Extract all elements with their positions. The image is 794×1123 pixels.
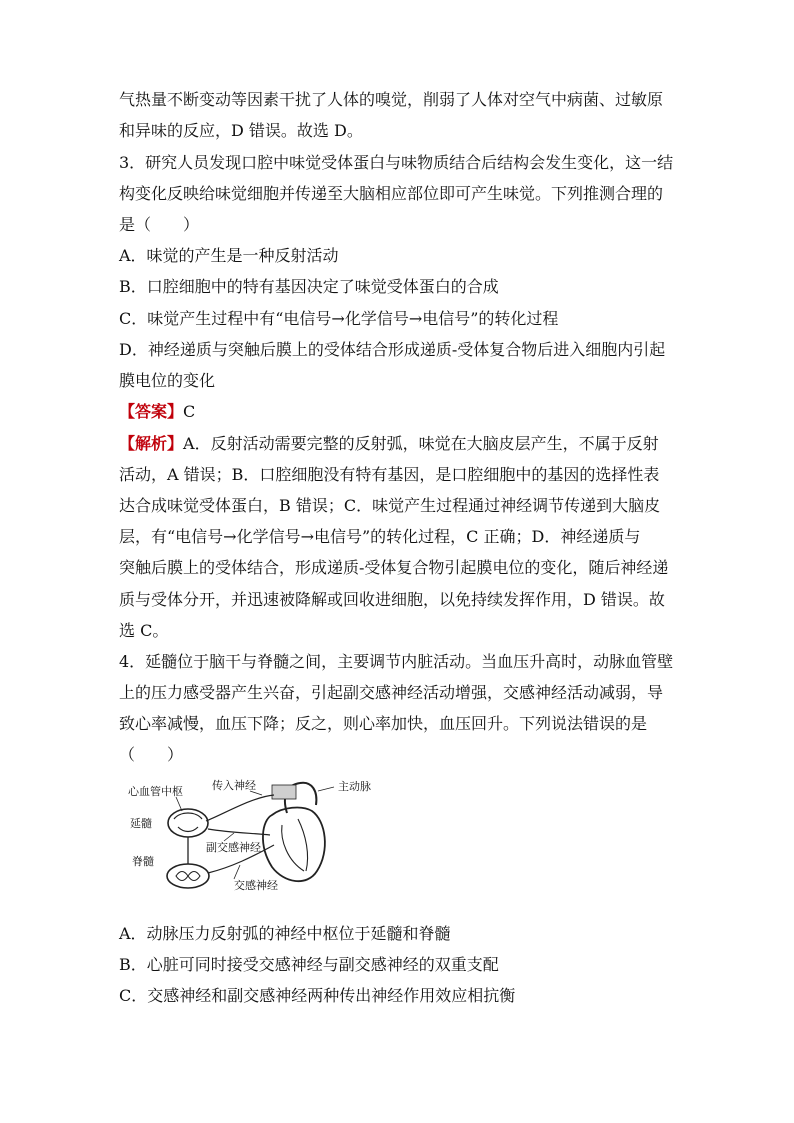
q3-explanation-line-7: 选 C。 bbox=[119, 621, 169, 640]
q4-option-c: C．交感神经和副交感神经两种传出神经作用效应相抗衡 bbox=[119, 986, 516, 1005]
baroreceptor-shape bbox=[272, 785, 296, 799]
q3-option-b: B．口腔细胞中的特有基因决定了味觉受体蛋白的合成 bbox=[119, 277, 499, 296]
answer-value: C bbox=[183, 402, 196, 421]
q3-explanation-line-1 bbox=[119, 434, 679, 454]
q3-explanation-line-5: 突触后膜上的受体结合，形成递质-受体复合物引起膜电位的变化，随后神经递 bbox=[119, 558, 669, 577]
q4-stem-line-4: （ ） bbox=[119, 745, 184, 764]
q3-stem-line-3: 是（ ） bbox=[119, 215, 200, 234]
label-afferent-nerve: 传入神经 bbox=[212, 779, 256, 792]
q3-option-d-line-1: D．神经递质与突触后膜上的受体结合形成递质-受体复合物后进入细胞内引起 bbox=[119, 340, 666, 359]
explanation-text: A．反射活动需要完整的反射弧，味觉在大脑皮层产生，不属于反射 bbox=[183, 434, 659, 453]
q4-stem-line-2: 上的压力感受器产生兴奋，引起副交感神经活动增强，交感神经活动减弱，导 bbox=[119, 683, 664, 702]
q3-explanation-line-4: 层，有“电信号→化学信号→电信号”的转化过程，C 正确；D．神经递质与 bbox=[119, 527, 641, 546]
prev-explanation-line-2: 和异味的反应，D 错误。故选 D。 bbox=[119, 121, 363, 140]
q3-explanation-line-6: 质与受体分开，并迅速被降解或回收进细胞，以免持续发挥作用，D 错误。故 bbox=[119, 590, 665, 609]
explanation-tag: 【解析】 bbox=[119, 434, 184, 453]
q3-option-a: A．味觉的产生是一种反射活动 bbox=[119, 246, 339, 265]
label-parasympathetic: 副交感神经 bbox=[206, 841, 261, 854]
q4-option-b: B．心脏可同时接受交感神经与副交感神经的双重支配 bbox=[119, 955, 499, 974]
label-medulla: 延髓 bbox=[130, 817, 152, 830]
label-aorta: 主动脉 bbox=[338, 780, 371, 793]
q4-stem-line-3: 致心率减慢，血压下降；反之，则心率加快，血压回升。下列说法错误的是 bbox=[119, 714, 648, 733]
label-spinal-cord: 脊髓 bbox=[132, 855, 154, 868]
q3-explanation-line-3: 达合成味觉受体蛋白，B 错误；C．味觉产生过程通过神经调节传递到大脑皮 bbox=[119, 496, 661, 515]
q4-option-a: A．动脉压力反射弧的神经中枢位于延髓和脊髓 bbox=[119, 924, 451, 943]
q3-stem-line-1: 3．研究人员发现口腔中味觉受体蛋白与味物质结合后结构会发生变化，这一结 bbox=[119, 153, 674, 172]
q3-answer bbox=[119, 402, 679, 422]
q3-option-d-line-2: 膜电位的变化 bbox=[119, 371, 216, 390]
baroreflex-diagram bbox=[122, 775, 452, 893]
answer-tag: 【答案】 bbox=[119, 402, 184, 421]
q3-option-c: C．味觉产生过程中有“电信号→化学信号→电信号”的转化过程 bbox=[119, 309, 559, 328]
label-cardiovascular-center: 心血管中枢 bbox=[128, 785, 183, 798]
q3-stem-line-2: 构变化反映给味觉细胞并传递至大脑相应部位即可产生味觉。下列推测合理的 bbox=[119, 184, 664, 203]
q4-stem-line-1: 4．延髓位于脑干与脊髓之间，主要调节内脏活动。当血压升高时，动脉血管壁 bbox=[119, 652, 674, 671]
heart-shape bbox=[263, 808, 325, 882]
label-sympathetic: 交感神经 bbox=[234, 879, 278, 892]
prev-explanation-line-1: 气热量不断变动等因素干扰了人体的嗅觉，削弱了人体对空气中病菌、过敏原 bbox=[119, 90, 664, 109]
q3-explanation-line-2: 活动，A 错误；B．口腔细胞没有特有基因，是口腔细胞中的基因的选择性表 bbox=[119, 465, 660, 484]
